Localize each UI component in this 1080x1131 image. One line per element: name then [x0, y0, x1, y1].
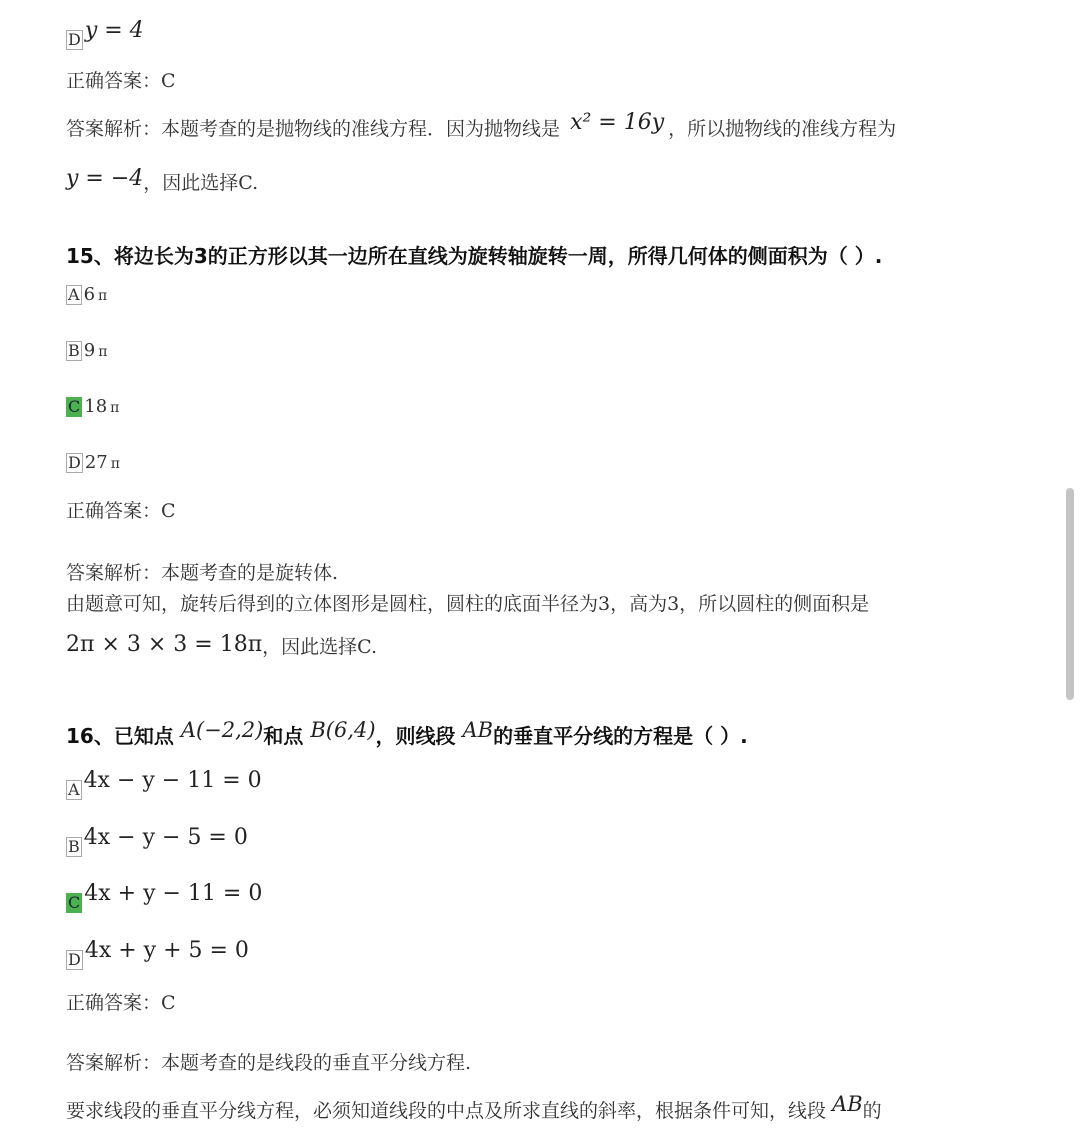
q16-point-a: A(−2,2) [180, 718, 264, 742]
q16-option-d[interactable] [66, 938, 249, 970]
q15-option-a-value: 6 [83, 284, 96, 305]
q15-explanation-line3 [66, 632, 377, 659]
q14-explanation-prefix: 答案解析：本题考查的是抛物线的准线方程．因为抛物线是 [66, 118, 561, 140]
q15-option-a-box: A [68, 285, 80, 304]
pi-symbol: π [110, 456, 120, 472]
q16-option-a[interactable] [66, 768, 262, 800]
q15-option-b[interactable] [66, 340, 107, 361]
q16-explanation-line2-suffix: 的 [862, 1100, 882, 1122]
q14-explanation-line2 [66, 168, 258, 195]
q16-explanation-line2 [66, 1092, 882, 1123]
q16-option-c-box-correct: C [68, 893, 81, 912]
q15-explanation-line3-suffix: ，因此选择C. [262, 636, 378, 658]
q16-option-b-box: B [68, 837, 80, 856]
q14-option-d-math: y = 4 [84, 18, 144, 43]
q14-explanation-suffix: ，所以抛物线的准线方程为 [668, 118, 897, 140]
q16-option-c-math: 4x + y − 11 = 0 [84, 881, 263, 906]
q15-option-d[interactable] [66, 452, 120, 473]
q14-explanation-line1 [66, 110, 897, 141]
q16-question [66, 720, 748, 749]
q16-option-d-box: D [68, 950, 81, 969]
q15-option-b-box: B [68, 341, 80, 360]
q16-question-mid2: ，则线段 [375, 724, 456, 748]
pi-symbol: π [98, 288, 108, 304]
q16-option-a-math: 4x − y − 11 = 0 [83, 768, 262, 793]
q16-explanation-line2-math: AB [832, 1092, 863, 1116]
q15-option-b-value: 9 [83, 340, 96, 361]
pi-symbol: π [110, 400, 120, 416]
q16-option-b-math: 4x − y − 5 = 0 [83, 825, 248, 850]
q14-option-d[interactable] [66, 18, 144, 50]
q16-point-b: B(6,4) [310, 718, 376, 742]
q15-option-d-box: D [68, 453, 81, 472]
q15-option-c-box-correct: C [68, 397, 81, 416]
q15-option-c-value: 18 [84, 396, 108, 417]
q14-correct-answer: 正确答案：C [66, 70, 176, 92]
q15-option-d-value: 27 [84, 452, 108, 473]
q16-option-a-box: A [68, 780, 80, 799]
q14-explanation-math: x² = 16y [570, 110, 665, 135]
q16-question-prefix: 16、已知点 [66, 724, 174, 748]
q16-option-b[interactable] [66, 825, 248, 857]
q16-question-suffix: 的垂直平分线的方程是（ ）. [493, 724, 748, 748]
q16-option-c[interactable] [66, 881, 262, 913]
q15-question: 15、将边长为3的正方形以其一边所在直线为旋转轴旋转一周，所得几何体的侧面积为（ ）. [66, 244, 883, 268]
vertical-scrollbar-thumb[interactable] [1066, 488, 1074, 700]
q16-option-d-math: 4x + y + 5 = 0 [84, 938, 249, 963]
q15-explanation-line1: 答案解析：本题考查的是旋转体. [66, 562, 339, 584]
q14-explanation-line2-math: y = −4 [66, 166, 144, 191]
q15-option-c[interactable] [66, 396, 119, 417]
q16-explanation-line2-prefix: 要求线段的垂直平分线方程，必须知道线段的中点及所求直线的斜率，根据条件可知，线段 [66, 1100, 827, 1122]
q14-explanation-line2-suffix: ，因此选择C. [143, 172, 259, 194]
q16-question-mid1: 和点 [263, 724, 304, 748]
q15-explanation-line3-math: 2π × 3 × 3 = 18π [66, 632, 263, 657]
q14-option-d-box: D [68, 30, 81, 49]
q16-explanation-line1: 答案解析：本题考查的是线段的垂直平分线方程. [66, 1052, 472, 1074]
q16-correct-answer: 正确答案：C [66, 992, 176, 1014]
q16-segment: AB [462, 718, 494, 742]
q15-correct-answer: 正确答案：C [66, 500, 176, 522]
q15-explanation-line2: 由题意可知，旋转后得到的立体图形是圆柱，圆柱的底面半径为3，高为3，所以圆柱的侧面积是 [66, 593, 870, 615]
pi-symbol: π [98, 344, 108, 360]
q15-option-a[interactable] [66, 284, 107, 305]
